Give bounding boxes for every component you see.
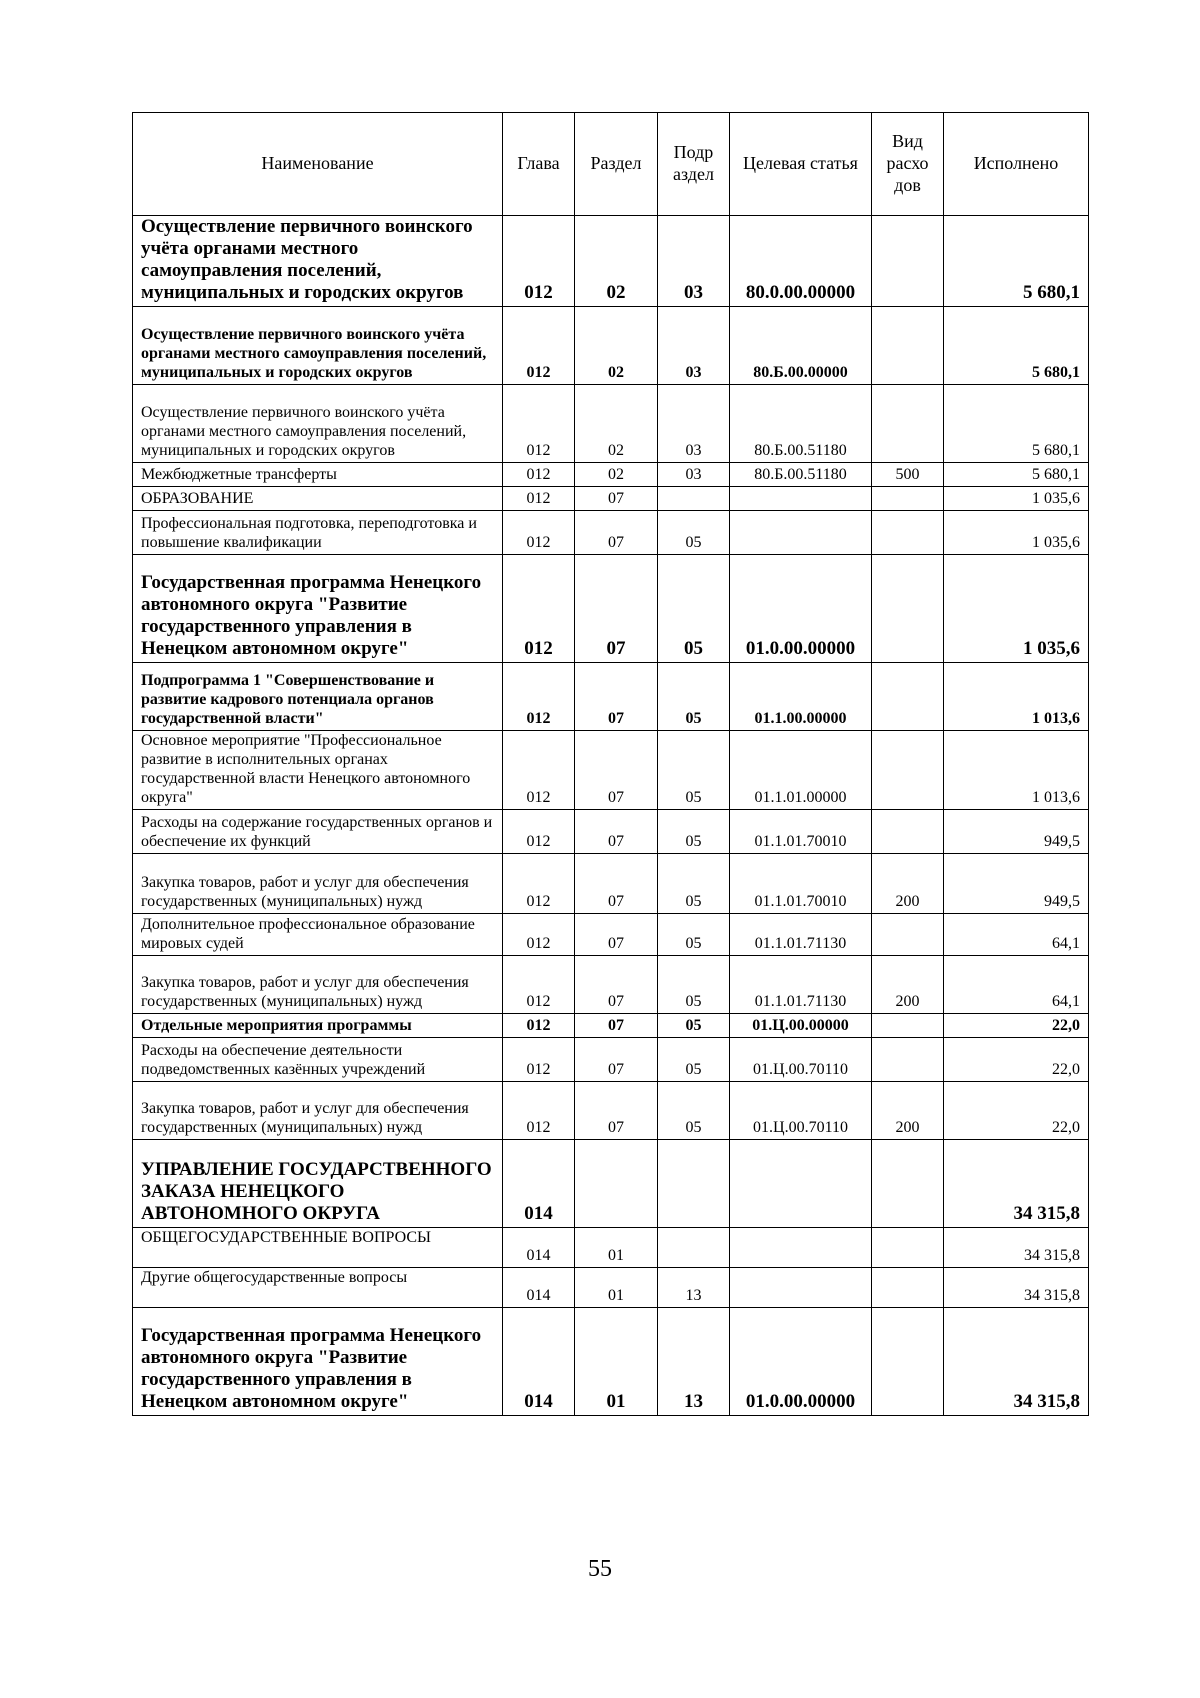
table-row (133, 487, 1089, 511)
row-executed: 22,0 (944, 1014, 1089, 1038)
row-glava: 014 (503, 1268, 575, 1308)
row-podrazdel: 05 (658, 731, 730, 810)
row-name: Межбюджетные трансферты (133, 463, 503, 487)
row-target-article: 01.0.00.00000 (730, 555, 872, 663)
row-name: Другие общегосударственные вопросы (133, 1268, 503, 1308)
row-name: Основное мероприятие "Профессиональное развитие в исполнительных органах государственной власти Ненецкого автономного округа" (133, 731, 503, 810)
row-expense-type (872, 1308, 944, 1416)
row-executed: 64,1 (944, 956, 1089, 1014)
row-razdel: 01 (575, 1268, 658, 1308)
row-name: Профессиональная подготовка, переподготовка и повышение квалификации (133, 511, 503, 555)
row-glava: 014 (503, 1308, 575, 1416)
row-podrazdel: 03 (658, 307, 730, 385)
row-name: Закупка товаров, работ и услуг для обеспечения государственных (муниципальных) нужд (133, 854, 503, 914)
row-executed: 5 680,1 (944, 216, 1089, 307)
row-expense-type (872, 216, 944, 307)
row-name: Государственная программа Ненецкого автономного округа "Развитие государственного управления в Ненецком автономном округе" (133, 1308, 503, 1416)
header-expense-type: Вид расхо дов (872, 113, 944, 216)
row-expense-type: 200 (872, 956, 944, 1014)
row-expense-type: 500 (872, 463, 944, 487)
row-expense-type (872, 487, 944, 511)
row-name: Закупка товаров, работ и услуг для обеспечения государственных (муниципальных) нужд (133, 1082, 503, 1140)
table-row (133, 511, 1089, 555)
row-name: ОБРАЗОВАНИЕ (133, 487, 503, 511)
table-row (133, 216, 1089, 307)
header-glava: Глава (503, 113, 575, 216)
row-executed: 1 035,6 (944, 555, 1089, 663)
row-razdel: 07 (575, 854, 658, 914)
row-glava: 012 (503, 555, 575, 663)
row-expense-type (872, 810, 944, 854)
table-row (133, 810, 1089, 854)
row-razdel: 07 (575, 1038, 658, 1082)
table-header-row (133, 113, 1089, 216)
table-row (133, 1268, 1089, 1308)
row-expense-type (872, 1038, 944, 1082)
row-podrazdel: 05 (658, 1038, 730, 1082)
table-row (133, 385, 1089, 463)
row-name: Закупка товаров, работ и услуг для обеспечения государственных (муниципальных) нужд (133, 956, 503, 1014)
row-name: Осуществление первичного воинского учёта органами местного самоуправления поселений, муниципальных и городских округов (133, 216, 503, 307)
row-glava: 014 (503, 1140, 575, 1228)
row-glava: 012 (503, 1082, 575, 1140)
row-glava: 012 (503, 385, 575, 463)
row-razdel: 07 (575, 914, 658, 956)
row-podrazdel: 05 (658, 956, 730, 1014)
row-glava: 012 (503, 307, 575, 385)
row-expense-type (872, 1268, 944, 1308)
row-target-article: 80.0.00.00000 (730, 216, 872, 307)
row-razdel (575, 1140, 658, 1228)
row-podrazdel: 05 (658, 511, 730, 555)
row-expense-type (872, 511, 944, 555)
header-podrazdel: Подр аздел (658, 113, 730, 216)
table-row (133, 463, 1089, 487)
row-target-article: 01.Ц.00.00000 (730, 1014, 872, 1038)
row-glava: 012 (503, 914, 575, 956)
row-glava: 012 (503, 663, 575, 731)
row-name: Подпрограмма 1 "Совершенствование и развитие кадрового потенциала органов государственной власти" (133, 663, 503, 731)
table-row (133, 663, 1089, 731)
row-target-article: 01.Ц.00.70110 (730, 1082, 872, 1140)
table-row (133, 1014, 1089, 1038)
table-row (133, 956, 1089, 1014)
row-executed: 22,0 (944, 1038, 1089, 1082)
row-expense-type (872, 555, 944, 663)
row-target-article: 80.Б.00.51180 (730, 463, 872, 487)
row-razdel: 07 (575, 956, 658, 1014)
row-podrazdel: 13 (658, 1308, 730, 1416)
row-razdel: 07 (575, 511, 658, 555)
table-row (133, 1308, 1089, 1416)
row-executed: 1 013,6 (944, 663, 1089, 731)
row-expense-type: 200 (872, 1082, 944, 1140)
row-podrazdel: 03 (658, 385, 730, 463)
row-expense-type (872, 914, 944, 956)
row-razdel: 07 (575, 810, 658, 854)
row-expense-type (872, 307, 944, 385)
page-number: 55 (588, 1556, 612, 1582)
row-podrazdel: 05 (658, 810, 730, 854)
row-executed: 34 315,8 (944, 1308, 1089, 1416)
row-razdel: 07 (575, 731, 658, 810)
row-glava: 012 (503, 731, 575, 810)
row-glava: 012 (503, 810, 575, 854)
row-expense-type (872, 1228, 944, 1268)
row-target-article (730, 1140, 872, 1228)
table-body (133, 216, 1089, 1416)
row-glava: 012 (503, 1038, 575, 1082)
table-row (133, 1140, 1089, 1228)
row-target-article: 01.1.01.71130 (730, 956, 872, 1014)
table-row (133, 555, 1089, 663)
header-razdel: Раздел (575, 113, 658, 216)
row-executed: 1 035,6 (944, 511, 1089, 555)
row-executed: 34 315,8 (944, 1140, 1089, 1228)
row-razdel: 07 (575, 1082, 658, 1140)
row-executed: 64,1 (944, 914, 1089, 956)
row-name: УПРАВЛЕНИЕ ГОСУДАРСТВЕННОГО ЗАКАЗА НЕНЕЦКОГО АВТОНОМНОГО ОКРУГА (133, 1140, 503, 1228)
row-target-article: 01.1.01.71130 (730, 914, 872, 956)
row-podrazdel: 05 (658, 1014, 730, 1038)
row-razdel: 01 (575, 1228, 658, 1268)
row-podrazdel: 05 (658, 914, 730, 956)
row-target-article: 80.Б.00.00000 (730, 307, 872, 385)
row-glava: 014 (503, 1228, 575, 1268)
row-razdel: 07 (575, 487, 658, 511)
row-razdel: 02 (575, 216, 658, 307)
row-target-article (730, 1228, 872, 1268)
row-podrazdel: 03 (658, 463, 730, 487)
row-target-article (730, 511, 872, 555)
row-podrazdel: 05 (658, 555, 730, 663)
table-row (133, 914, 1089, 956)
row-target-article: 80.Б.00.51180 (730, 385, 872, 463)
row-razdel: 02 (575, 463, 658, 487)
row-razdel: 07 (575, 663, 658, 731)
row-razdel: 01 (575, 1308, 658, 1416)
table-row (133, 854, 1089, 914)
row-executed: 1 013,6 (944, 731, 1089, 810)
table-row (133, 731, 1089, 810)
row-podrazdel: 13 (658, 1268, 730, 1308)
row-podrazdel (658, 487, 730, 511)
row-expense-type (872, 1140, 944, 1228)
row-name: Государственная программа Ненецкого автономного округа "Развитие государственного управления в Ненецком автономном округе" (133, 555, 503, 663)
row-target-article: 01.1.01.70010 (730, 854, 872, 914)
row-name: ОБЩЕГОСУДАРСТВЕННЫЕ ВОПРОСЫ (133, 1228, 503, 1268)
row-expense-type: 200 (872, 854, 944, 914)
row-expense-type (872, 663, 944, 731)
row-expense-type (872, 385, 944, 463)
row-glava: 012 (503, 487, 575, 511)
row-glava: 012 (503, 511, 575, 555)
row-glava: 012 (503, 956, 575, 1014)
row-executed: 22,0 (944, 1082, 1089, 1140)
row-razdel: 07 (575, 555, 658, 663)
row-razdel: 02 (575, 307, 658, 385)
header-executed: Исполнено (944, 113, 1089, 216)
row-glava: 012 (503, 216, 575, 307)
table-row (133, 1228, 1089, 1268)
row-target-article: 01.1.00.00000 (730, 663, 872, 731)
row-executed: 34 315,8 (944, 1268, 1089, 1308)
row-glava: 012 (503, 854, 575, 914)
row-name: Осуществление первичного воинского учёта органами местного самоуправления поселений, муниципальных и городских округов (133, 307, 503, 385)
row-executed: 34 315,8 (944, 1228, 1089, 1268)
row-executed: 5 680,1 (944, 463, 1089, 487)
row-target-article (730, 487, 872, 511)
budget-table (132, 112, 1089, 1416)
row-target-article: 01.Ц.00.70110 (730, 1038, 872, 1082)
row-podrazdel: 03 (658, 216, 730, 307)
row-podrazdel (658, 1228, 730, 1268)
row-expense-type (872, 1014, 944, 1038)
table-row (133, 1082, 1089, 1140)
row-name: Расходы на содержание государственных органов и обеспечение их функций (133, 810, 503, 854)
row-executed: 1 035,6 (944, 487, 1089, 511)
row-executed: 949,5 (944, 854, 1089, 914)
row-executed: 5 680,1 (944, 307, 1089, 385)
table-row (133, 307, 1089, 385)
row-target-article (730, 1268, 872, 1308)
row-executed: 5 680,1 (944, 385, 1089, 463)
row-target-article: 01.1.01.00000 (730, 731, 872, 810)
row-target-article: 01.0.00.00000 (730, 1308, 872, 1416)
header-target-article: Целевая статья (730, 113, 872, 216)
row-podrazdel: 05 (658, 854, 730, 914)
row-name: Осуществление первичного воинского учёта органами местного самоуправления поселений, муниципальных и городских округов (133, 385, 503, 463)
row-podrazdel: 05 (658, 1082, 730, 1140)
row-name: Отдельные мероприятия программы (133, 1014, 503, 1038)
row-razdel: 02 (575, 385, 658, 463)
row-glava: 012 (503, 1014, 575, 1038)
row-razdel: 07 (575, 1014, 658, 1038)
row-target-article: 01.1.01.70010 (730, 810, 872, 854)
header-name: Наименование (133, 113, 503, 216)
row-name: Дополнительное профессиональное образование мировых судей (133, 914, 503, 956)
row-expense-type (872, 731, 944, 810)
row-podrazdel (658, 1140, 730, 1228)
table-row (133, 1038, 1089, 1082)
row-executed: 949,5 (944, 810, 1089, 854)
row-glava: 012 (503, 463, 575, 487)
row-podrazdel: 05 (658, 663, 730, 731)
row-name: Расходы на обеспечение деятельности подведомственных казённых учреждений (133, 1038, 503, 1082)
